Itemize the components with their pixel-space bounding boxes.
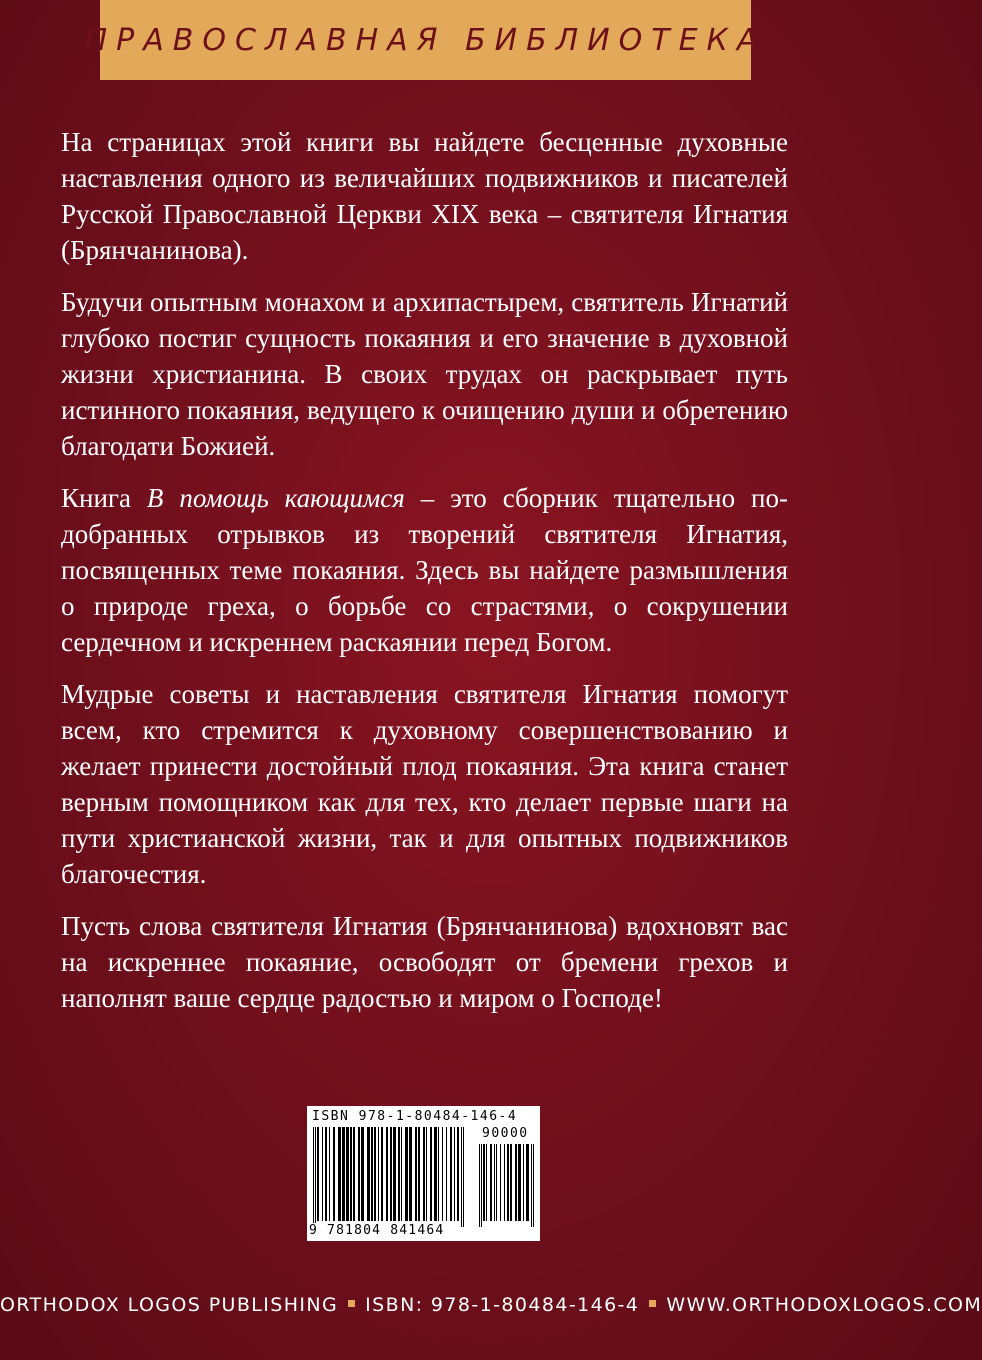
barcode-bar [315, 1127, 316, 1227]
barcode-bar [386, 1127, 388, 1221]
barcode-bar [486, 1144, 487, 1221]
barcode-bar [457, 1127, 459, 1221]
barcode-bar [393, 1127, 396, 1221]
barcode-bar [496, 1144, 497, 1221]
barcode-bar [322, 1127, 323, 1221]
barcode-bar [454, 1127, 455, 1221]
barcode-bar [490, 1144, 492, 1221]
book-description [61, 124, 788, 1032]
book-title-italic: В помощь кающимся [146, 483, 405, 513]
barcode-bar [390, 1127, 392, 1221]
barcode-bar [398, 1127, 400, 1221]
barcode-bar [507, 1144, 509, 1221]
barcode-bar [494, 1144, 495, 1221]
barcode-bar [430, 1127, 432, 1221]
barcode-bar [531, 1144, 532, 1227]
footer-separator-icon [348, 1300, 355, 1307]
isbn-barcode [307, 1106, 540, 1241]
barcode-bar [481, 1144, 482, 1227]
barcode-bar [446, 1127, 447, 1221]
barcode-bar [329, 1127, 330, 1221]
barcode-bar [533, 1144, 534, 1227]
barcode-bar [346, 1127, 349, 1221]
barcode-bar [325, 1127, 327, 1221]
barcode-bar [361, 1127, 364, 1221]
barcode-bar [463, 1127, 464, 1227]
barcode-bar [405, 1127, 408, 1221]
description-paragraph-3-start: Книга [61, 483, 147, 513]
barcode-bar [479, 1144, 480, 1227]
barcode-bar [450, 1127, 452, 1221]
barcode-bar [409, 1127, 412, 1221]
barcode-bar [515, 1144, 517, 1221]
barcode-bar [350, 1127, 352, 1221]
barcode-bar [518, 1144, 521, 1221]
barcode-bar [401, 1127, 402, 1221]
barcode-bar [461, 1127, 462, 1227]
barcode-bar [483, 1144, 485, 1221]
footer-website: WWW.ORTHODOXLOGOS.COM [666, 1294, 982, 1316]
barcode-bar [381, 1127, 383, 1221]
barcode-bar [418, 1127, 420, 1221]
barcode-bar [504, 1144, 505, 1221]
barcode-bar [523, 1144, 524, 1221]
barcode-price-code: 90000 [482, 1126, 529, 1141]
barcode-main-bars [313, 1127, 465, 1227]
barcode-bar [374, 1127, 376, 1221]
footer-publisher: ORTHODOX LOGOS PUBLISHING [0, 1294, 339, 1316]
barcode-isbn-label: ISBN 978-1-80484-146-4 [312, 1109, 518, 1124]
barcode-ean-digits: 9 781804 841464 [309, 1223, 445, 1238]
barcode-bar [434, 1127, 437, 1221]
barcode-bar [415, 1127, 417, 1221]
publisher-footer [0, 1294, 982, 1316]
footer-separator-icon [649, 1300, 656, 1307]
barcode-bar [358, 1127, 360, 1221]
barcode-bar [333, 1127, 335, 1221]
barcode-bar [510, 1144, 512, 1221]
description-paragraph-5: Пусть слова святителя Игнатия (Брянчанинова) вдохновят вас на искреннее покаяние, освободят от бремени грехов и наполнят ваше сердце радостью и миром о Господе! [61, 911, 788, 1013]
description-paragraph-2: Будучи опытным монахом и архипастырем, святитель Игнатий глубоко постиг сущность покаяния и его значение в духовной жизни христианина. В своих трудах он раскрывает путь истинного покаяния, ведущего к очищению души и обретению благодати Божией. [61, 287, 788, 461]
barcode-bar [353, 1127, 355, 1221]
barcode-bar [423, 1127, 425, 1221]
description-paragraph-1: На страницах этой книги вы найдете бесценные духовные наставления одного из величайших подвижников и писателей Русской Православной Церкви XIX века – святителя Игнатия (Брянчанинова). [61, 127, 788, 265]
series-banner [84, 0, 767, 80]
barcode-bar [526, 1144, 529, 1221]
barcode-bar [426, 1127, 427, 1221]
barcode-bar [313, 1127, 314, 1227]
barcode-bar [342, 1127, 345, 1221]
barcode-bar [438, 1127, 439, 1221]
description-paragraph-4: Мудрые советы и наставления святителя Игнатия помогут всем, кто стремится к духовному совершенствованию и желает принести достойный плод покаяния. Эта книга станет верным помощником как для тех, кто делает первые шаги на пути христианской жизни, так и для опытных подвижников благочестия. [61, 679, 788, 889]
description-paragraph-3 [61, 480, 788, 660]
barcode-bar [338, 1127, 341, 1221]
barcode-bar [367, 1127, 370, 1221]
description-paragraph-3-rest: – это сборник тщательно подобранных отрывков из творений святителя Игнатия, посвященных теме покаяния. Здесь вы найдете размышления о природе греха, о борьбе со страстями, о сокрушении сердечном и искреннем раскаянии перед Богом. [61, 483, 788, 657]
barcode-bar [500, 1144, 501, 1221]
barcode-bar [317, 1127, 319, 1221]
barcode-bar [371, 1127, 373, 1221]
barcode-bar [442, 1127, 443, 1221]
footer-isbn: ISBN: 978-1-80484-146-4 [365, 1294, 640, 1316]
series-title: ПРАВОСЛАВНАЯ БИБЛИОТЕКА [84, 22, 767, 58]
barcode-bar [378, 1127, 379, 1221]
barcode-addon-bars [479, 1144, 535, 1227]
